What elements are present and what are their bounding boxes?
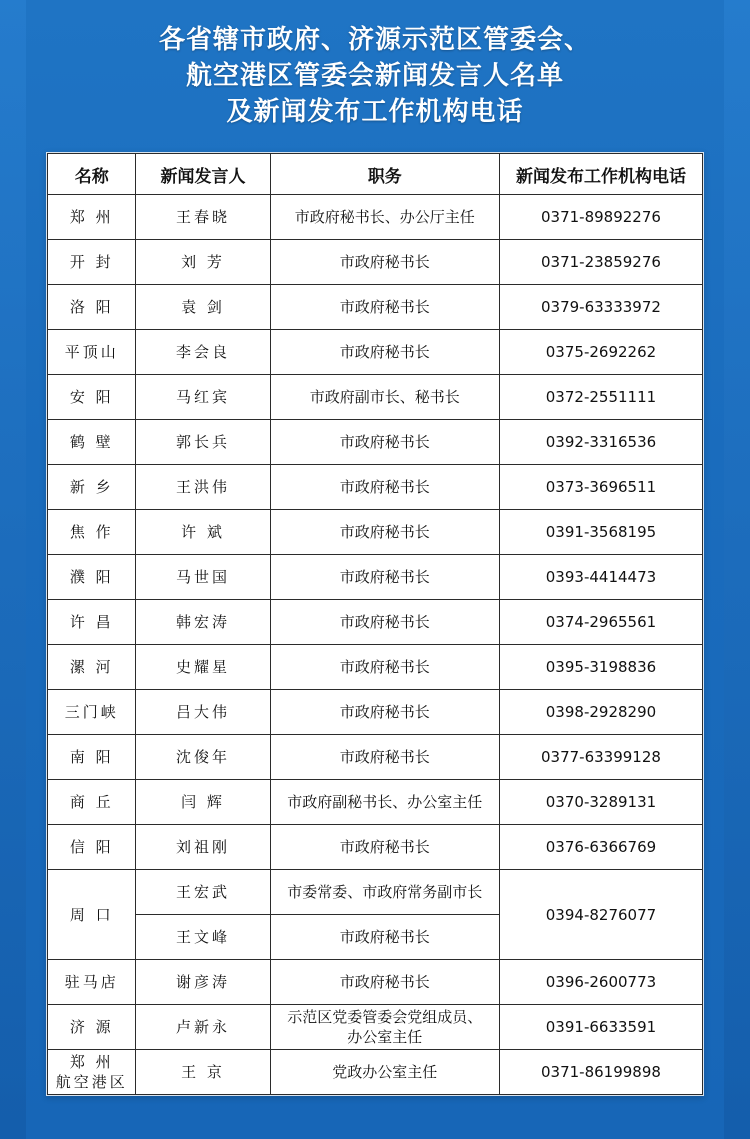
cell-person: 卢新永	[136, 1005, 270, 1050]
table-row	[48, 420, 703, 465]
cell-person: 许 斌	[136, 510, 270, 555]
cell-title: 市委常委、市政府常务副市长	[270, 870, 499, 915]
table-row	[48, 1005, 703, 1050]
cell-phone: 0375-2692262	[499, 330, 702, 375]
cell-title: 市政府秘书长	[270, 690, 499, 735]
cell-title: 党政办公室主任	[270, 1050, 499, 1095]
cell-name: 开 封	[48, 240, 136, 285]
cell-person: 刘 芳	[136, 240, 270, 285]
cell-phone: 0377-63399128	[499, 735, 702, 780]
cell-title: 市政府秘书长	[270, 735, 499, 780]
table-row	[48, 375, 703, 420]
cell-phone: 0379-63333972	[499, 285, 702, 330]
cell-person: 王宏武	[136, 870, 270, 915]
cell-title: 市政府副秘书长、办公室主任	[270, 780, 499, 825]
cell-name: 鹤 壁	[48, 420, 136, 465]
cell-person: 王春晓	[136, 195, 270, 240]
table-row	[48, 870, 703, 915]
cell-title: 市政府秘书长	[270, 555, 499, 600]
cell-person: 王文峰	[136, 915, 270, 960]
table-row	[48, 735, 703, 780]
cell-person: 马红宾	[136, 375, 270, 420]
table-row	[48, 600, 703, 645]
cell-person: 沈俊年	[136, 735, 270, 780]
table-row	[48, 645, 703, 690]
cell-name: 周 口	[48, 870, 136, 960]
cell-name: 郑 州	[48, 195, 136, 240]
cell-name: 信 阳	[48, 825, 136, 870]
cell-phone: 0398-2928290	[499, 690, 702, 735]
cell-name: 驻马店	[48, 960, 136, 1005]
cell-title: 市政府副市长、秘书长	[270, 375, 499, 420]
cell-person: 王洪伟	[136, 465, 270, 510]
cell-phone: 0376-6366769	[499, 825, 702, 870]
table-header-row	[48, 154, 703, 195]
cell-person: 刘祖刚	[136, 825, 270, 870]
cell-title: 示范区党委管委会党组成员、 办公室主任	[270, 1005, 499, 1050]
cell-name: 焦 作	[48, 510, 136, 555]
cell-title: 市政府秘书长、办公厅主任	[270, 195, 499, 240]
cell-name: 南 阳	[48, 735, 136, 780]
cell-name: 濮 阳	[48, 555, 136, 600]
cell-phone: 0392-3316536	[499, 420, 702, 465]
cell-phone: 0372-2551111	[499, 375, 702, 420]
cell-title: 市政府秘书长	[270, 645, 499, 690]
cell-name: 三门峡	[48, 690, 136, 735]
cell-title: 市政府秘书长	[270, 465, 499, 510]
title-line-2: 航空港区管委会新闻发言人名单	[185, 61, 564, 91]
cell-person: 李会良	[136, 330, 270, 375]
cell-title: 市政府秘书长	[270, 510, 499, 555]
cell-person: 谢彦涛	[136, 960, 270, 1005]
cell-phone: 0391-3568195	[499, 510, 702, 555]
cell-phone: 0370-3289131	[499, 780, 702, 825]
table-row	[48, 465, 703, 510]
table-row	[48, 690, 703, 735]
cell-title: 市政府秘书长	[270, 330, 499, 375]
cell-name: 郑 州 航空港区	[48, 1050, 136, 1095]
cell-name: 平顶山	[48, 330, 136, 375]
spokesperson-table	[47, 153, 703, 1095]
cell-name: 济 源	[48, 1005, 136, 1050]
cell-title: 市政府秘书长	[270, 285, 499, 330]
column-header-person: 新闻发言人	[136, 154, 270, 195]
table-row	[48, 960, 703, 1005]
cell-phone: 0395-3198836	[499, 645, 702, 690]
cell-phone: 0393-4414473	[499, 555, 702, 600]
column-header-title: 职务	[270, 154, 499, 195]
cell-title: 市政府秘书长	[270, 600, 499, 645]
table-row	[48, 780, 703, 825]
table-body	[48, 195, 703, 1095]
title-line-3: 及新闻发布工作机构电话	[226, 97, 524, 127]
cell-person: 韩宏涛	[136, 600, 270, 645]
cell-person: 王 京	[136, 1050, 270, 1095]
table-row	[48, 825, 703, 870]
column-header-name: 名称	[48, 154, 136, 195]
cell-phone: 0371-23859276	[499, 240, 702, 285]
cell-name: 安 阳	[48, 375, 136, 420]
cell-title: 市政府秘书长	[270, 240, 499, 285]
cell-title: 市政府秘书长	[270, 960, 499, 1005]
cell-phone: 0371-89892276	[499, 195, 702, 240]
table-row	[48, 195, 703, 240]
cell-name: 漯 河	[48, 645, 136, 690]
cell-phone: 0374-2965561	[499, 600, 702, 645]
cell-title: 市政府秘书长	[270, 420, 499, 465]
cell-person: 马世国	[136, 555, 270, 600]
cell-phone: 0394-8276077	[499, 870, 702, 960]
cell-name: 商 丘	[48, 780, 136, 825]
cell-name: 洛 阳	[48, 285, 136, 330]
cell-person: 袁 剑	[136, 285, 270, 330]
cell-person: 史耀星	[136, 645, 270, 690]
roster-card	[46, 152, 704, 1096]
title-line-1: 各省辖市政府、济源示范区管委会、	[158, 25, 591, 55]
table-row	[48, 510, 703, 555]
table-row	[48, 240, 703, 285]
cell-title: 市政府秘书长	[270, 825, 499, 870]
table-row	[48, 330, 703, 375]
cell-phone: 0391-6633591	[499, 1005, 702, 1050]
cell-name: 许 昌	[48, 600, 136, 645]
table-row	[48, 285, 703, 330]
cell-phone: 0371-86199898	[499, 1050, 702, 1095]
cell-name: 新 乡	[48, 465, 136, 510]
table-row	[48, 1050, 703, 1095]
cell-title: 市政府秘书长	[270, 915, 499, 960]
cell-person: 闫 辉	[136, 780, 270, 825]
column-header-phone: 新闻发布工作机构电话	[499, 154, 702, 195]
cell-phone: 0373-3696511	[499, 465, 702, 510]
cell-person: 郭长兵	[136, 420, 270, 465]
cell-phone: 0396-2600773	[499, 960, 702, 1005]
page-title	[0, 0, 750, 146]
cell-person: 吕大伟	[136, 690, 270, 735]
table-row	[48, 555, 703, 600]
